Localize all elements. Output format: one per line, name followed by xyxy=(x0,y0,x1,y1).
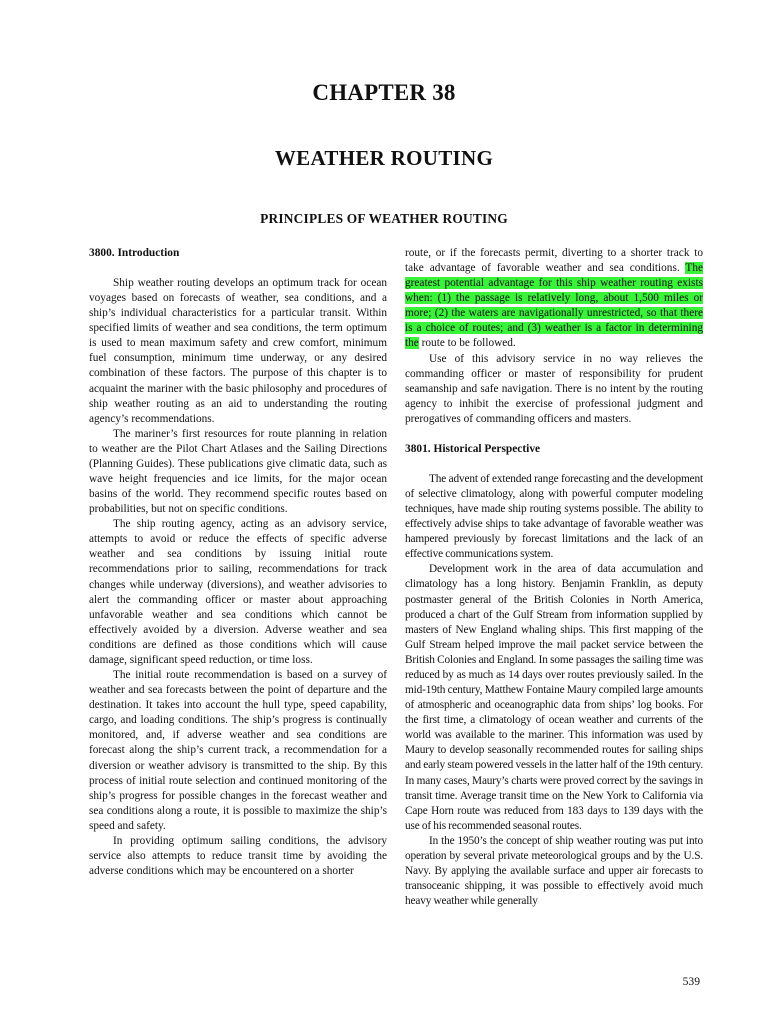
spacer xyxy=(405,457,703,472)
continued-paragraph xyxy=(405,246,703,352)
spacer xyxy=(89,261,387,276)
chapter-number: CHAPTER 38 xyxy=(312,80,456,105)
paragraph: Use of this advisory service in no way relieves the commanding officer or master of responsibility for prudent seamanship and safe navigation. There is no intent by the routing agency to inhibit the exercise of professional judgment and prerogatives of commanding officers and masters. xyxy=(405,352,703,425)
left-column xyxy=(89,246,387,879)
right-column xyxy=(405,246,703,909)
page-number: 539 xyxy=(682,975,700,988)
section-heading: PRINCIPLES OF WEATHER ROUTING xyxy=(260,211,508,226)
continuation-text-end: route to be followed. xyxy=(418,337,516,350)
introduction-heading: 3800. Introduction xyxy=(89,247,180,259)
continuation-text: route, or if the forecasts permit, diverting to a shorter track to take advantage of favorable weather and sea conditions. xyxy=(405,247,703,275)
highlighted-text: The greatest potential advantage for this ship weather routing exists when: (1) the passage is relatively long, about 1,500 miles or more; (2) the waters are navigationally unrestricted, so that there is a choice of routes; and (3) weather is a factor in determining the xyxy=(405,262,703,350)
historical-perspective-heading: 3801. Historical Perspective xyxy=(405,442,541,455)
paragraph: The initial route recommendation is based on a survey of weather and sea forecasts between the point of departure and the destination. It takes into account the hull type, speed capability, cargo, and loading conditions. The ship’s progress is continually monitored, and, if adverse weather and sea conditions are forecast along the ship’s current track, a recommendation for a diversion or weather advisory is transmitted to the ship. By this process of initial route selection and continued monitoring of the ship’s progress for possible changes in the forecast weather and sea conditions along a route, it is possible to maximize the ship’s speed and safety. xyxy=(89,669,387,832)
paragraph: Development work in the area of data accumulation and climatology has a long history. Benjamin Franklin, as deputy postmaster general of the British Colonies in North America, produced a chart of the Gulf Stream from information supplied by masters of New England whaling ships. This first mapping of the Gulf Stream helped improve the mail packet service between the British Colonies and England. In some passages the sailing time was reduced by as much as 14 days over routes previously sailed. In the mid-19th century, Matthew Fontaine Maury compiled large amounts of atmospheric and oceanographic data from ships’ log books. For the first time, a climatology of ocean weather and currents of the world was available to the mariner. This information was used by Maury to develop seasonally recommended routes for sailing ships and early steam powered vessels in the latter half of the 19th century. In many cases, Maury’s charts were proved correct by the savings in transit time. Average transit time on the New York to California via Cape Horn route was reduced from 183 days to 139 days with the use of his recommended seasonal routes. xyxy=(405,563,703,832)
chapter-title: WEATHER ROUTING xyxy=(274,146,494,170)
paragraph: In providing optimum sailing conditions, the advisory service also attempts to reduce transit time by avoiding the adverse conditions which may be encountered on a shorter xyxy=(89,834,387,878)
paragraph: Ship weather routing develops an optimum track for ocean voyages based on forecasts of weather, sea conditions, and a ship’s individual characteristics for a particular transit. Within specified limits of weather and sea conditions, the term optimum is used to mean maximum safety and crew comfort, minimum fuel consumption, minimum time underway, or any desired combination of these factors. The purpose of this chapter is to acquaint the mariner with the basic philosophy and procedures of ship weather routing as an aid to understanding the routing agency’s recommendations. xyxy=(89,277,387,425)
paragraph: The ship routing agency, acting as an advisory service, attempts to avoid or reduce the effects of specific adverse weather and sea conditions by issuing initial route recommendations prior to sailing, recommendations for track changes while underway (diversions), and weather advisories to alert the commanding officer or master about approaching unfavorable weather and sea conditions which cannot be effectively avoided by a diversion. Adverse weather and sea conditions are defined as those conditions which will cause damage, significant speed reduction, or time loss. xyxy=(89,518,387,666)
paragraph: In the 1950’s the concept of ship weather routing was put into operation by several private meteorological groups and by the U.S. Navy. By applying the available surface and upper air forecasts to transoceanic shipping, it was possible to effectively avoid much heavy weather while generally xyxy=(405,834,703,908)
paragraph: The advent of extended range forecasting and the development of selective climatology, along with powerful computer modeling techniques, have made ship routing systems possible. The ability to effectively advise ships to take advantage of favorable weather was hampered previously by forecast limitations and the lack of an effective communications system. xyxy=(405,472,703,561)
spacer xyxy=(405,427,703,442)
paragraph: The mariner’s first resources for route planning in relation to weather are the Pilot Chart Atlases and the Sailing Directions (Planning Guides). These publications give climatic data, such as wave height frequencies and ice limits, for the major ocean basins of the world. They recommend specific routes based on probabilities, but not on specific conditions. xyxy=(89,427,387,516)
